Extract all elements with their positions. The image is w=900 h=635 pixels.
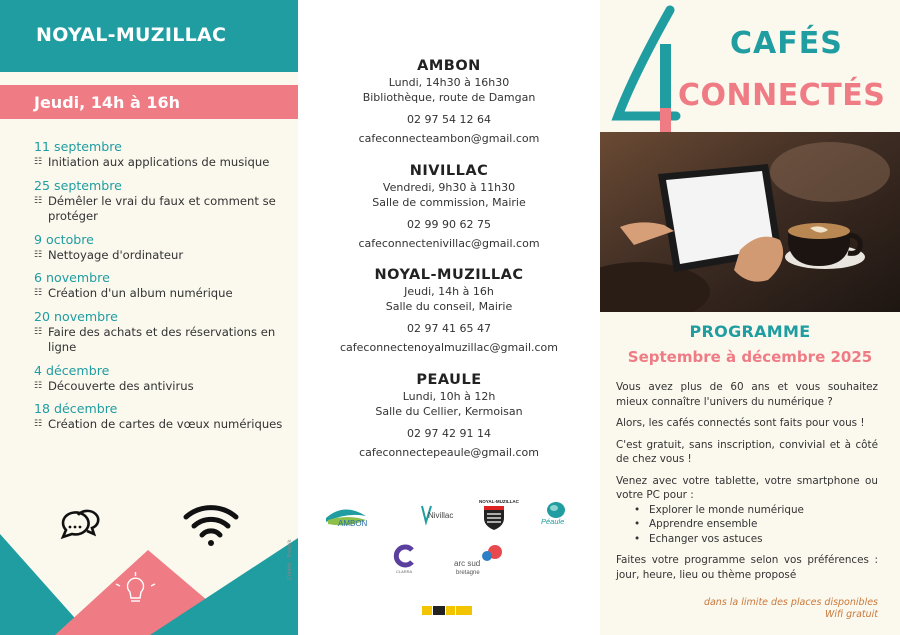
clarra-logo bbox=[396, 547, 413, 574]
program-period: Septembre à décembre 2025 bbox=[627, 348, 873, 366]
note-line-1: dans la limite des places disponibles bbox=[703, 597, 878, 608]
session-item bbox=[34, 270, 284, 302]
location-email[interactable]: cafeconnecteambon@gmail.com bbox=[358, 132, 540, 145]
left-schedule-band bbox=[0, 85, 298, 119]
location-place: Salle du conseil, Mairie bbox=[385, 300, 513, 313]
session-date: 20 novembre bbox=[34, 308, 118, 324]
network-bullet-icon: ☷ bbox=[34, 157, 43, 167]
activity-item: • Echanger vos astuces bbox=[616, 532, 878, 547]
session-item bbox=[34, 178, 284, 225]
logo-title-line2: CONNECTÉS bbox=[678, 78, 886, 113]
network-bullet-icon: ☷ bbox=[34, 288, 43, 298]
session-topic: Initiation aux applications de musique bbox=[48, 155, 270, 169]
wifi-icon bbox=[186, 508, 236, 546]
location-name: AMBON bbox=[417, 58, 481, 74]
left-panel bbox=[0, 0, 298, 635]
noyal-muzillac-crest bbox=[479, 499, 520, 530]
logo-title-line1: CAFÉS bbox=[730, 26, 843, 61]
session-topic: Nettoyage d'ordinateur bbox=[48, 247, 184, 262]
location-phone: 02 99 90 62 75 bbox=[407, 218, 491, 231]
location-name: NOYAL-MUZILLAC bbox=[374, 267, 524, 283]
location-place: Salle du Cellier, Kermoisan bbox=[375, 405, 523, 418]
session-topic: Faire des achats et des réservations en ligne bbox=[48, 324, 276, 354]
intro-paragraph-2: Alors, les cafés connectés sont faits pour vous ! bbox=[616, 417, 865, 429]
session-item bbox=[34, 401, 284, 433]
note-line-2: Wifi gratuit bbox=[824, 609, 878, 620]
ambon-logo-text: AMBON bbox=[338, 519, 368, 528]
peaule-logo-text: Péaule bbox=[541, 517, 565, 526]
activity-item: • Explorer le monde numérique bbox=[616, 503, 878, 518]
network-bullet-icon: ☷ bbox=[34, 419, 43, 429]
intro-paragraph-4: Venez avec votre tablette, votre smartphone ou votre PC pour : bbox=[616, 474, 878, 501]
noyal-crest-text: NOYAL-MUZILLAC bbox=[479, 499, 519, 504]
session-item bbox=[34, 309, 284, 356]
left-header-band bbox=[0, 0, 298, 72]
location-phone: 02 97 54 12 64 bbox=[407, 113, 491, 126]
right-panel bbox=[600, 0, 900, 635]
location-place: Bibliothèque, route de Damgan bbox=[362, 91, 536, 104]
activity-list bbox=[616, 503, 878, 547]
location-schedule: Vendredi, 9h30 à 11h30 bbox=[382, 181, 516, 194]
location-noyal-muzillac bbox=[298, 266, 600, 355]
intro-paragraph-5: Faites votre programme selon vos préférences : jour, heure, lieu ou thème proposé bbox=[616, 554, 878, 581]
intro-text bbox=[616, 380, 878, 589]
session-item bbox=[34, 232, 284, 264]
location-name: PEAULE bbox=[416, 372, 482, 388]
location-schedule: Jeudi, 14h à 16h bbox=[404, 285, 494, 298]
logo-digit-tail bbox=[660, 108, 671, 132]
session-date: 11 septembre bbox=[34, 139, 122, 154]
location-email[interactable]: cafeconnectenoyalmuzillac@gmail.com bbox=[339, 341, 558, 354]
nivillac-logo bbox=[422, 506, 453, 522]
network-bullet-icon: ☷ bbox=[34, 195, 43, 206]
location-nivillac bbox=[298, 162, 600, 251]
tablet-coffee-photo bbox=[600, 132, 900, 312]
session-date: 18 décembre bbox=[34, 401, 118, 416]
ambon-logo bbox=[326, 509, 368, 528]
session-item bbox=[34, 363, 284, 395]
session-item bbox=[34, 139, 284, 171]
left-schedule-text: Jeudi, 14h à 16h bbox=[34, 93, 181, 112]
session-date: 9 octobre bbox=[34, 231, 94, 247]
chat-bubbles-icon bbox=[63, 511, 98, 537]
network-bullet-icon: ☷ bbox=[34, 249, 43, 260]
image-credit: Crédits : Freepik bbox=[287, 539, 293, 580]
network-bullet-icon: ☷ bbox=[34, 380, 43, 391]
network-bullet-icon: ☷ bbox=[34, 326, 43, 337]
location-name: NIVILLAC bbox=[409, 163, 489, 179]
intro-paragraph-3: C'est gratuit, sans inscription, convivial et à côté de chez vous ! bbox=[616, 438, 878, 465]
activity-item: • Apprendre ensemble bbox=[616, 517, 878, 532]
left-header-title: NOYAL-MUZILLAC bbox=[36, 24, 227, 46]
program-title: PROGRAMME bbox=[689, 322, 811, 341]
funding-badges bbox=[422, 606, 472, 615]
session-list bbox=[34, 139, 284, 440]
location-phone: 02 97 42 91 14 bbox=[407, 427, 491, 440]
session-date: 4 décembre bbox=[34, 362, 110, 378]
intro-paragraph-1: Vous avez plus de 60 ans et vous souhaitez mieux connaître l'univers du numérique ? bbox=[616, 381, 878, 408]
location-phone: 02 97 41 65 47 bbox=[407, 322, 491, 335]
session-topic: Découverte des antivirus bbox=[48, 378, 194, 393]
arc-logo-text-2: bretagne bbox=[456, 570, 480, 576]
logo-digit-text: 4 bbox=[600, 0, 601, 1]
partner-logos bbox=[298, 496, 600, 635]
session-topic: Création d'un album numérique bbox=[48, 286, 233, 300]
arc-logo-text-1: arc sud bbox=[454, 559, 481, 568]
session-topic: Création de cartes de vœux numériques bbox=[48, 417, 283, 431]
nivillac-logo-text: Nivillac bbox=[428, 511, 454, 520]
left-icons-row bbox=[0, 495, 298, 555]
location-place: Salle de commission, Mairie bbox=[372, 196, 526, 209]
session-date: 25 septembre bbox=[34, 177, 122, 193]
location-schedule: Lundi, 14h30 à 16h30 bbox=[388, 76, 510, 89]
peaule-logo bbox=[541, 502, 565, 526]
location-peaule bbox=[298, 371, 600, 460]
clarra-logo-text: CLARRA bbox=[396, 569, 413, 574]
availability-note bbox=[600, 597, 878, 621]
location-email[interactable]: cafeconnectepeaule@gmail.com bbox=[359, 446, 539, 459]
location-ambon bbox=[298, 57, 600, 146]
location-schedule: Lundi, 10h à 12h bbox=[402, 390, 496, 403]
middle-panel bbox=[298, 0, 600, 635]
session-date: 6 novembre bbox=[34, 270, 110, 285]
arc-sud-bretagne-logo bbox=[454, 545, 502, 576]
location-email[interactable]: cafeconnectenivillac@gmail.com bbox=[358, 237, 540, 250]
session-topic: Démêler le vrai du faux et comment se protéger bbox=[48, 193, 276, 223]
